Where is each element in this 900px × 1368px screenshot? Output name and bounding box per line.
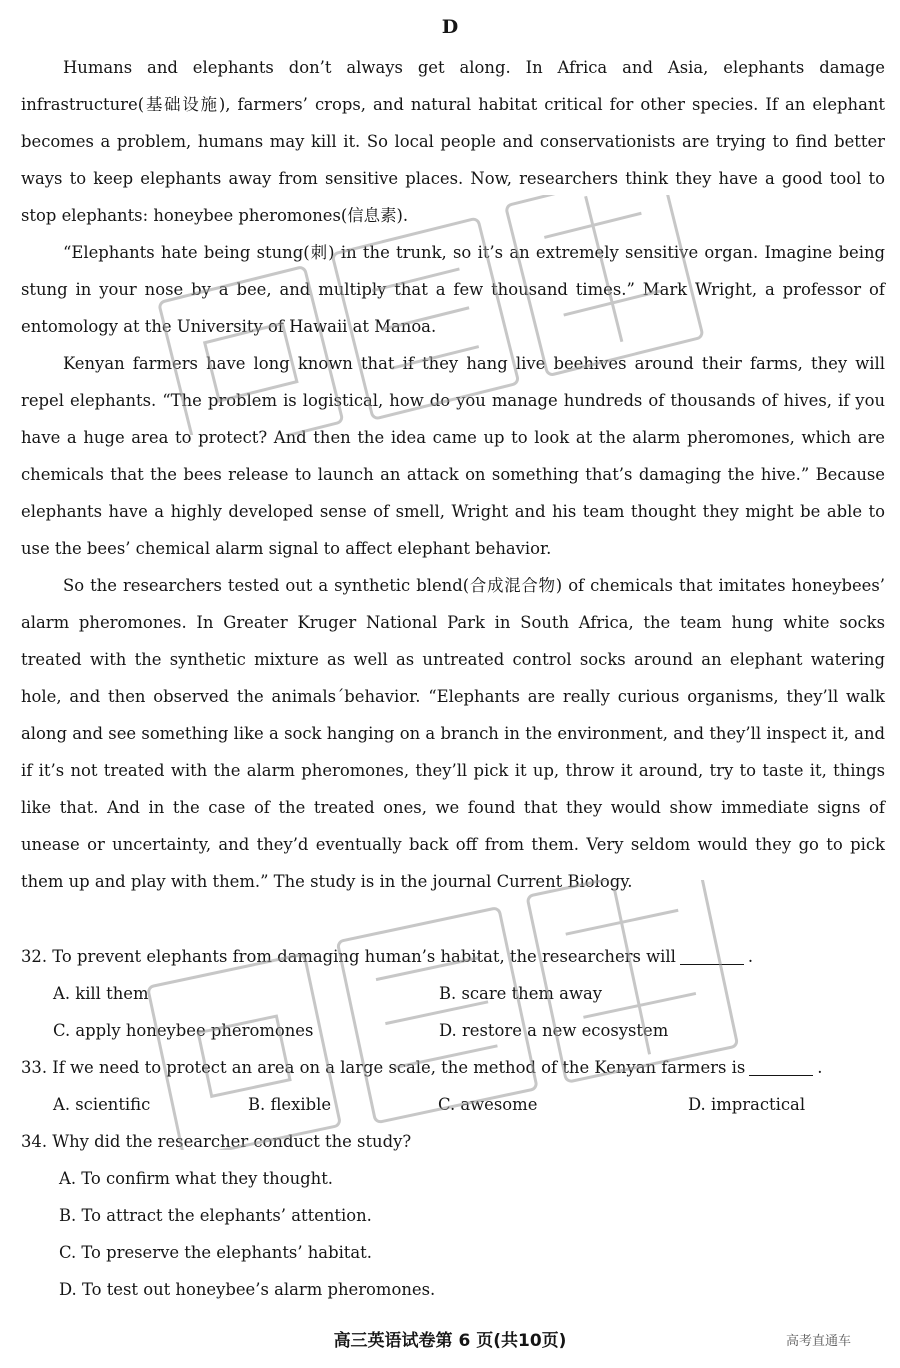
- watermark-logo-text: 高考直通车: [786, 1334, 852, 1349]
- option-c: C. To preserve the elephants’ habitat.: [59, 1243, 372, 1262]
- option-d: D. restore a new ecosystem: [439, 1021, 669, 1040]
- question-stem: [21, 938, 885, 975]
- option-a: A. To confirm what they thought.: [59, 1169, 333, 1188]
- question-stem: [21, 1123, 885, 1160]
- question-stem: [21, 1049, 885, 1086]
- answer-blank: [749, 1059, 813, 1076]
- question-end: .: [817, 1058, 823, 1077]
- question-text: 33. If we need to protect an area on a large scale, the method of the Kenyan farmers is: [21, 1058, 746, 1077]
- option-b: B. scare them away: [439, 984, 603, 1003]
- paragraph: Humans and elephants don’t always get along. In Africa and Asia, elephants damage infrastructure(基础设施), farmers’ crops, and natural habitat critical for other species. If an elephant becomes a problem, humans may kill it. So local people and conservationists are trying to find better ways to keep elephants away from sensitive places. Now, researchers think they have a good tool to stop elephants: honeybee pheromones(信息素).: [21, 58, 885, 225]
- options: [21, 1086, 885, 1123]
- answer-blank: [680, 948, 744, 965]
- question-34: [21, 1123, 885, 1308]
- option-a: A. kill them: [53, 984, 149, 1003]
- options: [21, 1160, 885, 1308]
- section-letter: D: [441, 16, 459, 38]
- option-a: A. scientific: [53, 1095, 151, 1114]
- option-d: D. impractical: [688, 1095, 806, 1114]
- option-c: C. apply honeybee pheromones: [53, 1021, 314, 1040]
- questions: [21, 938, 885, 1308]
- paragraph: “Elephants hate being stung(刺) in the trunk, so it’s an extremely sensitive organ. Imagine being stung in your nose by a bee, and multiply that a few thousand times.” Mark Wright, a professor of entomology at the University of Hawaii at Manoa.: [21, 243, 885, 336]
- question-end: .: [747, 947, 754, 966]
- options: [21, 975, 885, 1049]
- question-32: [21, 938, 885, 1049]
- page-footer: 高三英语试卷第 6 页(共10页): [333, 1331, 567, 1351]
- option-c: C. awesome: [438, 1095, 538, 1114]
- question-33: [21, 1049, 885, 1123]
- paragraph: Kenyan farmers have long known that if they hang live beehives around their farms, they will repel elephants. “The problem is logistical, how do you manage hundreds of thousands of hives, if you have a huge area to protect? And then the idea came up to look at the alarm pheromones, which are chemicals that the bees release to launch an attack on something that’s damaging the hive.” Because elephants have a highly developed sense of smell, Wright and his team thought they might be able to use the bees’ chemical alarm signal to affect elephant behavior.: [21, 354, 885, 558]
- option-b: B. To attract the elephants’ attention.: [59, 1206, 372, 1225]
- reading-passage: [21, 49, 885, 900]
- option-d: D. To test out honeybee’s alarm pheromones.: [59, 1280, 436, 1299]
- paragraph: So the researchers tested out a synthetic blend(合成混合物) of chemicals that imitates honeybees’ alarm pheromones. In Greater Kruger National Park in South Africa, the team hung white socks treated with the synthetic mixture as well as untreated control socks around an elephant watering hole, and then observed the animals´behavior. “Elephants are really curious organisms, they’ll walk along and see something like a sock hanging on a branch in the environment, and they’ll inspect it, and if it’s not treated with the alarm pheromones, they’ll pick it up, throw it around, try to taste it, things like that. And in the case of the treated ones, we found that they would show immediate signs of unease or uncertainty, and they’d eventually back off from them. Very seldom would they go to pick them up and play with them.” The study is in the journal Current Biology.: [21, 576, 885, 891]
- question-text: 34. Why did the researcher conduct the study?: [21, 1132, 412, 1151]
- option-b: B. flexible: [248, 1095, 332, 1114]
- question-text: 32. To prevent elephants from damaging human’s habitat, the researchers will: [21, 947, 676, 966]
